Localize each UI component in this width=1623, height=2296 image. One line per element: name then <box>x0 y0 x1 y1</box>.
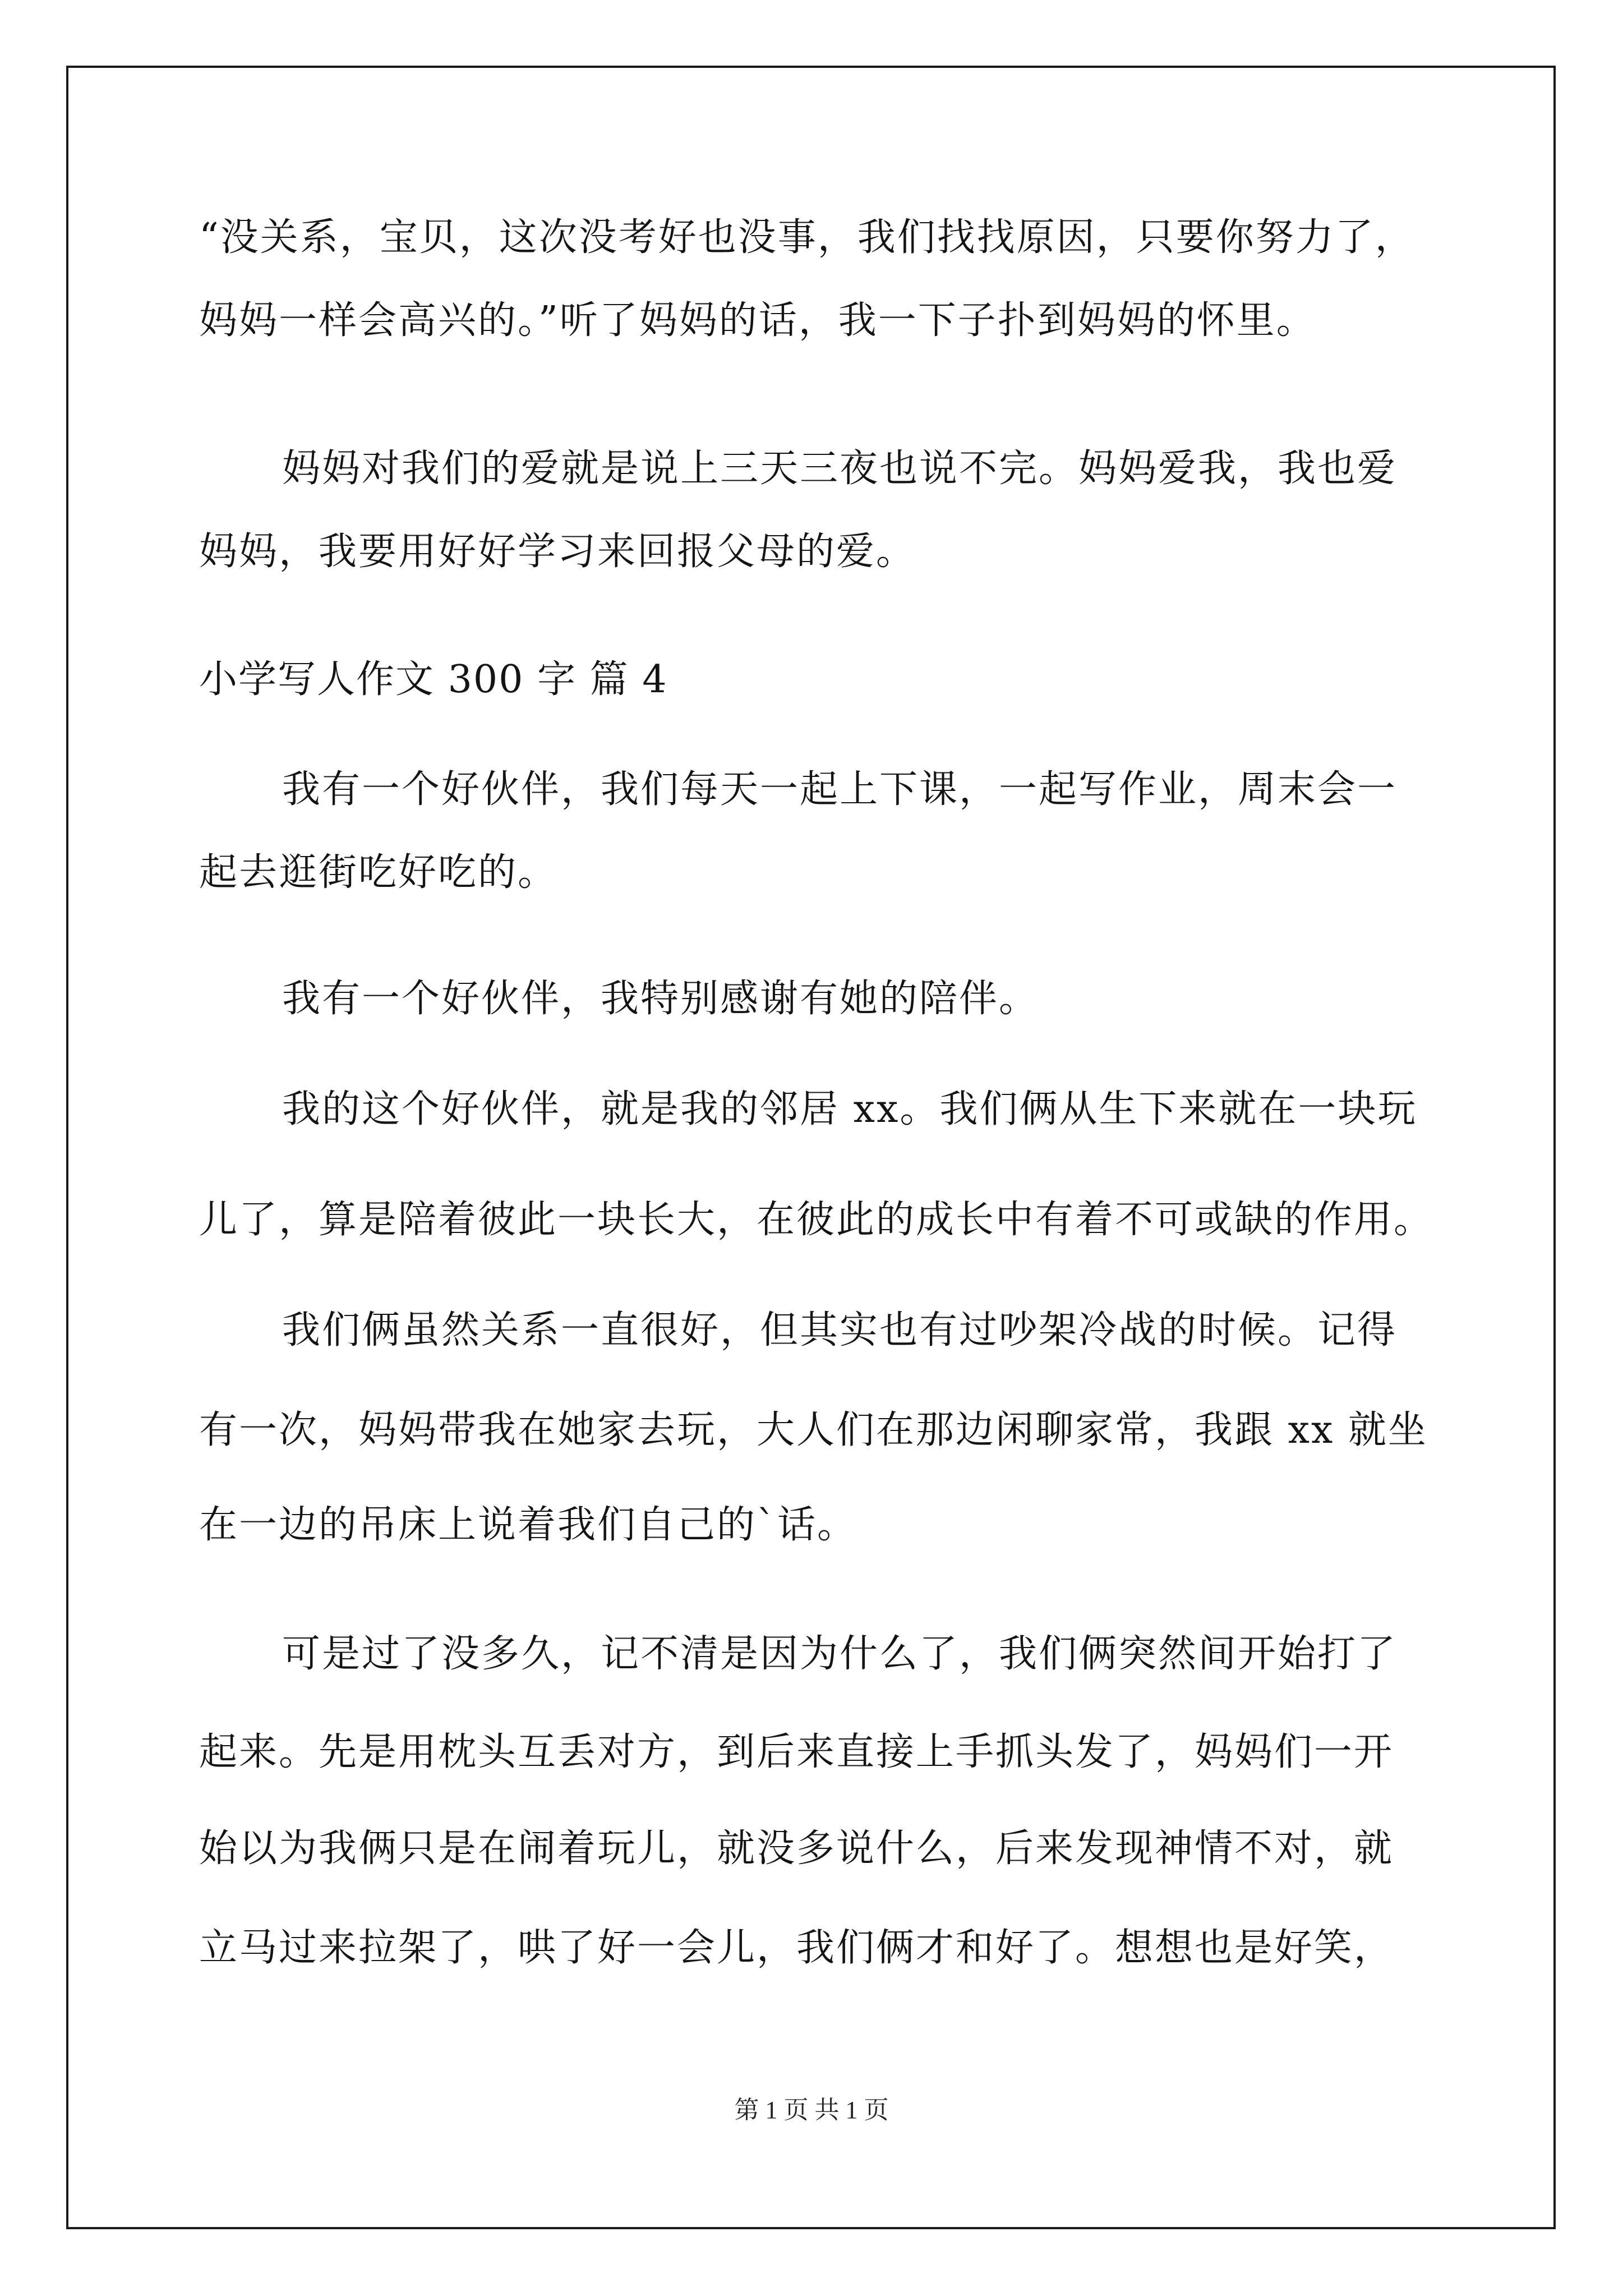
paragraph-line: 我有一个好伙伴，我们每天一起上下课，一起写作业，周末会一 <box>282 767 1398 812</box>
text-line: 起来。先是用枕头互丢对方，到后来直接上手抓头发了，妈妈们一开 <box>199 1730 1394 1774</box>
text-line: 儿了，算是陪着彼此一块长大，在彼此的成长中有着不可或缺的作用。 <box>199 1198 1434 1242</box>
text-line: 在一边的吊床上说着我们自己的`话。 <box>199 1503 857 1547</box>
text-line: 始以为我俩只是在闹着玩儿，就没多说什么，后来发现神情不对，就 <box>199 1826 1394 1871</box>
text-line: “没关系，宝贝，这次没考好也没事，我们找找原因，只要你努力了， <box>199 215 1415 260</box>
paragraph-line: 可是过了没多久，记不清是因为什么了，我们俩突然间开始打了 <box>282 1632 1398 1676</box>
paragraph-line: 妈妈对我们的爱就是说上三天三夜也说不完。妈妈爱我，我也爱 <box>282 447 1398 491</box>
paragraph-line: 我的这个好伙伴，就是我的邻居 xx。我们俩从生下来就在一块玩 <box>282 1087 1418 1131</box>
paragraph-line: 我们俩虽然关系一直很好，但其实也有过吵架冷战的时候。记得 <box>282 1308 1398 1352</box>
section-heading: 小学写人作文 300 字 篇 4 <box>199 657 668 702</box>
text-line: 起去逛街吃好吃的。 <box>199 850 558 895</box>
text-line: 妈妈，我要用好好学习来回报父母的爱。 <box>199 530 916 574</box>
text-line: 有一次，妈妈带我在她家去玩，大人们在那边闲聊家常，我跟 xx 就坐 <box>199 1408 1428 1452</box>
text-line: 立马过来拉架了，哄了好一会儿，我们俩才和好了。想想也是好笑， <box>199 1926 1394 1970</box>
page-border <box>66 66 1556 2229</box>
page-number-footer: 第 1 页 共 1 页 <box>734 2096 889 2124</box>
paragraph-line: 我有一个好伙伴，我特别感谢有她的陪伴。 <box>282 977 1039 1021</box>
text-line: 妈妈一样会高兴的。”听了妈妈的话，我一下子扑到妈妈的怀里。 <box>199 298 1316 343</box>
